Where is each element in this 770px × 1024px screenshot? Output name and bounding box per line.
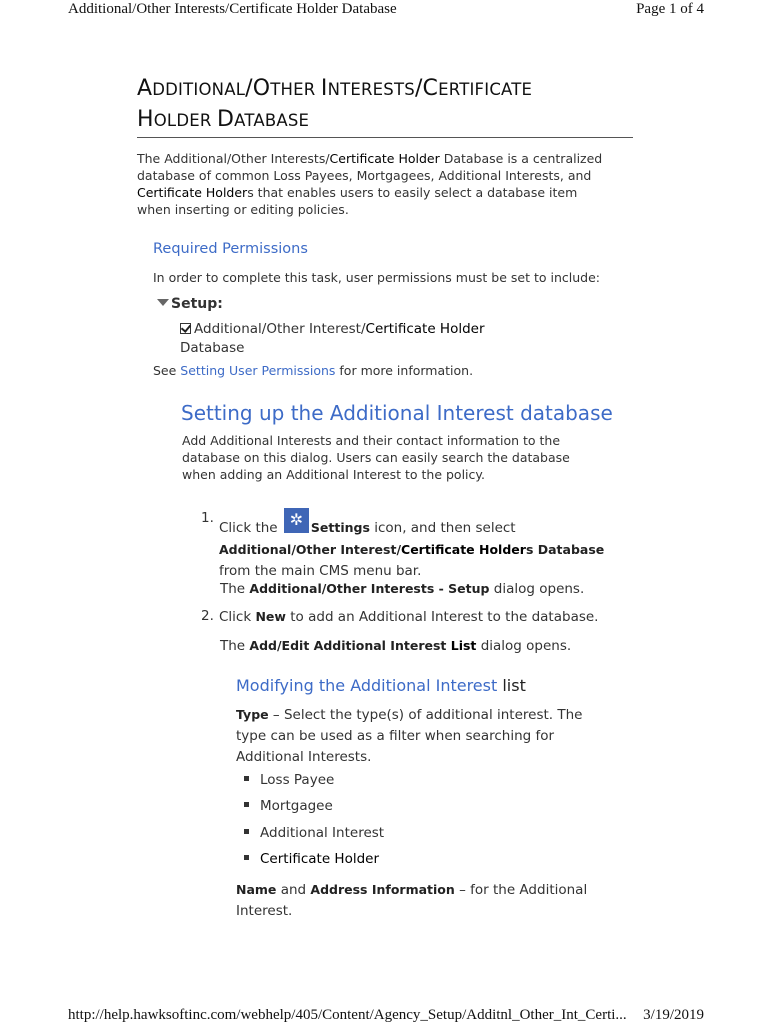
section-heading: Setting up the Additional Interest database (181, 401, 613, 425)
list-item: Loss Payee (244, 772, 334, 788)
setting-user-permissions-link[interactable]: Setting User Permissions (180, 363, 336, 378)
required-permissions-text: In order to complete this task, user permissions must be set to include: (153, 270, 600, 285)
setup-toggle[interactable]: Setup: (157, 296, 223, 312)
required-permissions-heading: Required Permissions (153, 241, 308, 257)
list-item: Additional Interest (244, 825, 384, 841)
name-address-description: Name and Address Information – for the Additional Interest. (236, 882, 588, 919)
print-footer-url: http://help.hawksoftinc.com/webhelp/405/Content/Agency_Setup/Additnl_Other_Int_Certi... (68, 1007, 627, 1023)
subsection-heading: Modifying the Additional Interest list (236, 676, 526, 695)
triangle-down-icon (157, 299, 169, 306)
print-header-title: Additional/Other Interests/Certificate Holder Database (68, 1, 397, 17)
type-description: Type – Select the type(s) of additional interest. The type can be used as a filter when searching for Additional Interests. (236, 707, 583, 765)
section-paragraph: Add Additional Interests and their contact information to the database on this dialog. Users can easily search the database when adding an Additional Interest to the policy. (182, 433, 570, 482)
square-bullet-icon (244, 776, 249, 781)
square-bullet-icon (244, 855, 249, 860)
intro-paragraph: The Additional/Other Interests/Certificate Holder Database is a centralized database of common Loss Payees, Mortgagees, Additional Interests, and Certificate Holders that enables users to easily select a database item when inserting or editing policies. (137, 151, 603, 217)
square-bullet-icon (244, 829, 249, 834)
see-also-text: See Setting User Permissions for more information. (153, 363, 474, 378)
print-page-number: Page 1 of 4 (636, 1, 704, 17)
step-1-result: The Additional/Other Interests - Setup dialog opens. (220, 581, 585, 597)
step-2-result: The Add/Edit Additional Interest List dialog opens. (220, 638, 572, 654)
square-bullet-icon (244, 802, 249, 807)
step-2: 2. Click New to add an Additional Interest to the database. (201, 608, 599, 625)
page-title: ADDITIONAL/OTHER INTERESTS/CERTIFICATE HOLDER DATABASE (137, 74, 633, 138)
step-1: 1. Click the ✲ Settings icon, and then select Additional/Other Interest/Certificate Holders Database from the main CMS menu bar. (201, 510, 605, 579)
print-footer-date: 3/19/2019 (643, 1007, 704, 1023)
gear-icon: ✲ (284, 508, 309, 533)
list-item: Mortgagee (244, 798, 333, 814)
checkbox-checked-icon (180, 323, 191, 334)
permission-item: Additional/Other Interest/Certificate Holder Database (180, 321, 485, 356)
list-item: Certificate Holder (244, 851, 379, 867)
